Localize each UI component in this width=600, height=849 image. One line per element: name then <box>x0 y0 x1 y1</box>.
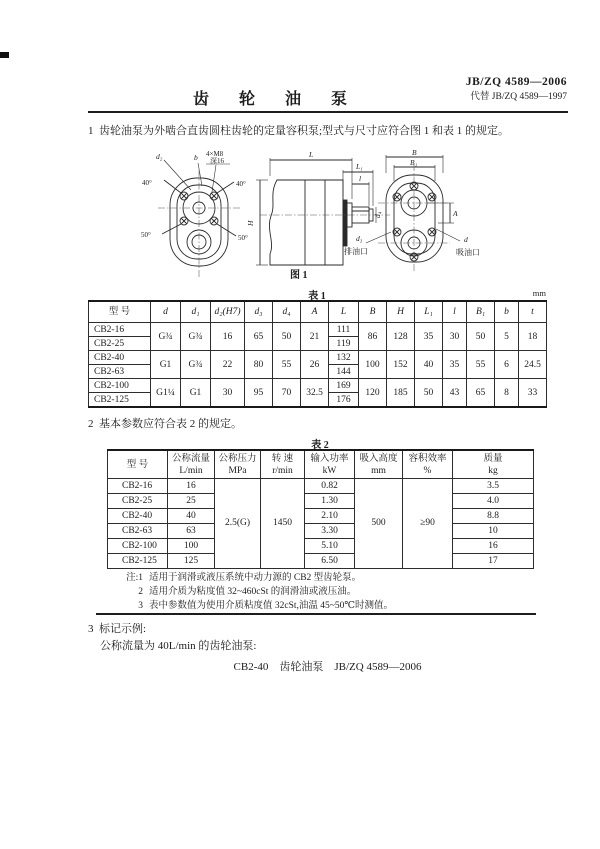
t1-col-A: A <box>301 301 329 323</box>
t1-cell: 18 <box>519 323 547 351</box>
t1-cell: 26 <box>301 351 329 379</box>
t2-cell: 2.10 <box>305 509 355 524</box>
table-2 <box>107 449 534 569</box>
scan-artifact <box>0 52 9 58</box>
notes-bottom-rule <box>96 613 536 615</box>
dim-label-B: B <box>412 148 417 157</box>
t1-cell: 50 <box>467 323 495 351</box>
t2-cell-pressure: 2.5(G) <box>215 479 261 569</box>
t2-col-pressure: 公称压力 MPa <box>215 450 261 479</box>
t1-cell: 8 <box>495 379 519 408</box>
t1-cell: 86 <box>359 323 387 351</box>
t2-col-suction: 吸入高度 mm <box>355 450 403 479</box>
section-1-text: 1 齿轮油泵为外啮合直齿圆柱齿轮的定量容积泵;型式与尺寸应符合图 1 和表 1 的规定。 <box>88 125 510 137</box>
t2-col-power: 输入功率 kW <box>305 450 355 479</box>
dim-label-d4: d₄ <box>373 211 382 218</box>
t1-cell: CB2-100 <box>89 379 151 393</box>
table-row <box>108 539 534 554</box>
bolt-note-line1: 4×M8 <box>206 150 224 158</box>
t1-cell: 50 <box>273 323 301 351</box>
t2-cell: 16 <box>453 539 534 554</box>
t1-cell: 185 <box>387 379 415 408</box>
note-2-label: 2 <box>138 587 143 597</box>
t1-cell: 152 <box>387 351 415 379</box>
t1-cell: 5 <box>495 323 519 351</box>
t1-cell: 176 <box>329 393 359 408</box>
t2-cell: 4.0 <box>453 494 534 509</box>
t1-cell: 132 <box>329 351 359 365</box>
dim-label-d2: d₂ <box>156 152 163 161</box>
t1-cell: 35 <box>415 323 443 351</box>
t1-cell: 80 <box>245 351 273 379</box>
t1-col-L1: L₁ <box>415 301 443 323</box>
note-3-text: 表中参数值为使用介质粘度值 32cSt,油温 45~50℃时测值。 <box>149 601 394 611</box>
t1-col-b: b <box>495 301 519 323</box>
t1-cell: 33 <box>519 379 547 408</box>
t2-cell: CB2-25 <box>108 494 168 509</box>
t1-cell: CB2-63 <box>89 365 151 379</box>
t2-cell-efficiency: ≥90 <box>403 479 453 569</box>
bolt-note-line2: 深16 <box>210 157 224 165</box>
t2-cell: 8.8 <box>453 509 534 524</box>
t1-cell: 30 <box>443 323 467 351</box>
t1-cell: 22 <box>211 351 245 379</box>
note-3 <box>107 599 533 613</box>
dim-label-l: l <box>359 174 362 183</box>
table1-header-row <box>89 301 547 323</box>
table2-header-row <box>108 450 534 479</box>
outlet-port-label: 排油口 <box>344 247 368 256</box>
dim-label-H: H <box>246 220 255 226</box>
t1-cell: 21 <box>301 323 329 351</box>
section-2-text: 2 基本参数应符合表 2 的规定。 <box>88 418 242 430</box>
angle-label-bottom-left: 50° <box>141 231 151 239</box>
t2-cell: 5.10 <box>305 539 355 554</box>
t2-col-mass: 质量 kg <box>453 450 534 479</box>
dim-label-d3: d₃ <box>356 234 363 243</box>
t1-cell: G1 <box>181 379 211 408</box>
t2-cell: 63 <box>168 524 215 539</box>
angle-label-top-right: 40° <box>236 180 246 188</box>
t1-cell: CB2-125 <box>89 393 151 408</box>
t1-col-t: t <box>519 301 547 323</box>
t1-col-d3: d₃ <box>245 301 273 323</box>
t2-cell: 3.5 <box>453 479 534 494</box>
note-1-text: 适用于润滑或液压系统中动力源的 CB2 型齿轮泵。 <box>149 573 362 583</box>
table2-caption: 表 2 <box>311 440 329 451</box>
t1-cell: 43 <box>443 379 467 408</box>
t1-col-d4: d₄ <box>273 301 301 323</box>
t1-col-B1: B₁ <box>467 301 495 323</box>
t1-cell: G¾ <box>181 323 211 351</box>
marking-example-desc: 公称流量为 40L/min 的齿轮油泵: <box>100 640 257 652</box>
t2-cell: CB2-16 <box>108 479 168 494</box>
t1-cell: 128 <box>387 323 415 351</box>
dim-label-L1: L₁ <box>356 162 363 171</box>
t2-cell: 3.30 <box>305 524 355 539</box>
t1-cell: 120 <box>359 379 387 408</box>
t2-cell: 6.50 <box>305 554 355 569</box>
table-row <box>108 509 534 524</box>
figure-1 <box>98 146 578 281</box>
t1-cell: 6 <box>495 351 519 379</box>
angle-label-top-left: 40° <box>142 179 152 187</box>
t1-cell: 40 <box>415 351 443 379</box>
dim-label-b: b <box>194 153 198 162</box>
header-rule <box>88 111 568 113</box>
table-row <box>89 379 547 393</box>
table-row <box>108 554 534 569</box>
t1-cell: 169 <box>329 379 359 393</box>
t1-cell: 119 <box>329 337 359 351</box>
marking-example: CB2-40 齿轮油泵 JB/ZQ 4589—2006 <box>233 661 422 673</box>
t1-cell: 35 <box>443 351 467 379</box>
t1-cell: 144 <box>329 365 359 379</box>
table-row <box>89 323 547 337</box>
dim-label-A: A <box>453 209 458 218</box>
table-row <box>108 524 534 539</box>
t1-col-model: 型 号 <box>89 301 151 323</box>
t1-cell: G1 <box>151 351 181 379</box>
section-3-heading: 3 标记示例: <box>88 623 147 635</box>
t1-col-L: L <box>329 301 359 323</box>
t2-cell-suction: 500 <box>355 479 403 569</box>
t1-col-d: d <box>151 301 181 323</box>
dim-label-d: d <box>464 235 468 244</box>
t1-cell: G1¼ <box>151 379 181 408</box>
dim-label-B1: B₁ <box>410 158 418 167</box>
t2-cell: 25 <box>168 494 215 509</box>
t1-cell: 24.5 <box>519 351 547 379</box>
angle-label-bottom-right: 50° <box>238 234 248 242</box>
t1-cell: 100 <box>359 351 387 379</box>
t1-cell: CB2-25 <box>89 337 151 351</box>
t1-cell: CB2-40 <box>89 351 151 365</box>
dim-label-L: L <box>309 150 314 159</box>
note-3-label: 3 <box>138 601 143 611</box>
table1-unit: mm <box>532 288 546 298</box>
t1-cell: 50 <box>415 379 443 408</box>
t2-col-model: 型 号 <box>108 450 168 479</box>
t2-col-speed: 转 速 r/min <box>261 450 305 479</box>
table2-notes <box>107 571 533 613</box>
standard-number: JB/ZQ 4589—2006 <box>465 76 567 88</box>
t1-cell: G¾ <box>181 351 211 379</box>
t1-cell: 70 <box>273 379 301 408</box>
t1-cell: G¾ <box>151 323 181 351</box>
t2-cell: 17 <box>453 554 534 569</box>
t2-cell: 10 <box>453 524 534 539</box>
t1-col-d2: d₂(H7) <box>211 301 245 323</box>
note-2 <box>107 585 533 599</box>
t1-col-B: B <box>359 301 387 323</box>
t2-cell-speed: 1450 <box>261 479 305 569</box>
t2-cell: 125 <box>168 554 215 569</box>
t2-col-efficiency: 容积效率 % <box>403 450 453 479</box>
t2-cell: CB2-40 <box>108 509 168 524</box>
table-row <box>108 494 534 509</box>
t2-cell: CB2-100 <box>108 539 168 554</box>
t1-cell: 65 <box>467 379 495 408</box>
t1-cell: 65 <box>245 323 273 351</box>
t1-cell: CB2-16 <box>89 323 151 337</box>
note-1 <box>107 571 533 585</box>
table-row <box>108 479 534 494</box>
t2-cell: 100 <box>168 539 215 554</box>
table1-caption: 表 1 <box>308 291 326 302</box>
t1-cell: 55 <box>273 351 301 379</box>
t1-col-l: l <box>443 301 467 323</box>
standard-number-block <box>466 75 567 105</box>
t1-cell: 55 <box>467 351 495 379</box>
t1-cell: 30 <box>211 379 245 408</box>
inlet-port-label: 吸油口 <box>456 248 480 257</box>
t1-cell: 16 <box>211 323 245 351</box>
t1-cell: 95 <box>245 379 273 408</box>
t1-cell: 32.5 <box>301 379 329 408</box>
t2-cell: CB2-125 <box>108 554 168 569</box>
t2-cell: 0.82 <box>305 479 355 494</box>
pump-drawing <box>98 146 578 281</box>
t2-cell: 16 <box>168 479 215 494</box>
t2-col-flow: 公称流量 L/min <box>168 450 215 479</box>
figure-caption: 图 1 <box>290 270 308 281</box>
page-title: 齿 轮 油 泵 <box>193 91 361 108</box>
standard-replaces: 代替 JB/ZQ 4589—1997 <box>470 92 567 102</box>
t2-cell: CB2-63 <box>108 524 168 539</box>
t2-cell: 40 <box>168 509 215 524</box>
note-1-label: 注:1 <box>126 573 143 583</box>
note-2-text: 适用介质为粘度值 32~460cSt 的润滑油或液压油。 <box>149 587 357 597</box>
table-row <box>89 351 547 365</box>
t1-col-H: H <box>387 301 415 323</box>
t1-cell: 111 <box>329 323 359 337</box>
t2-cell: 1.30 <box>305 494 355 509</box>
t1-col-d1: d₁ <box>181 301 211 323</box>
table-1 <box>88 300 547 408</box>
